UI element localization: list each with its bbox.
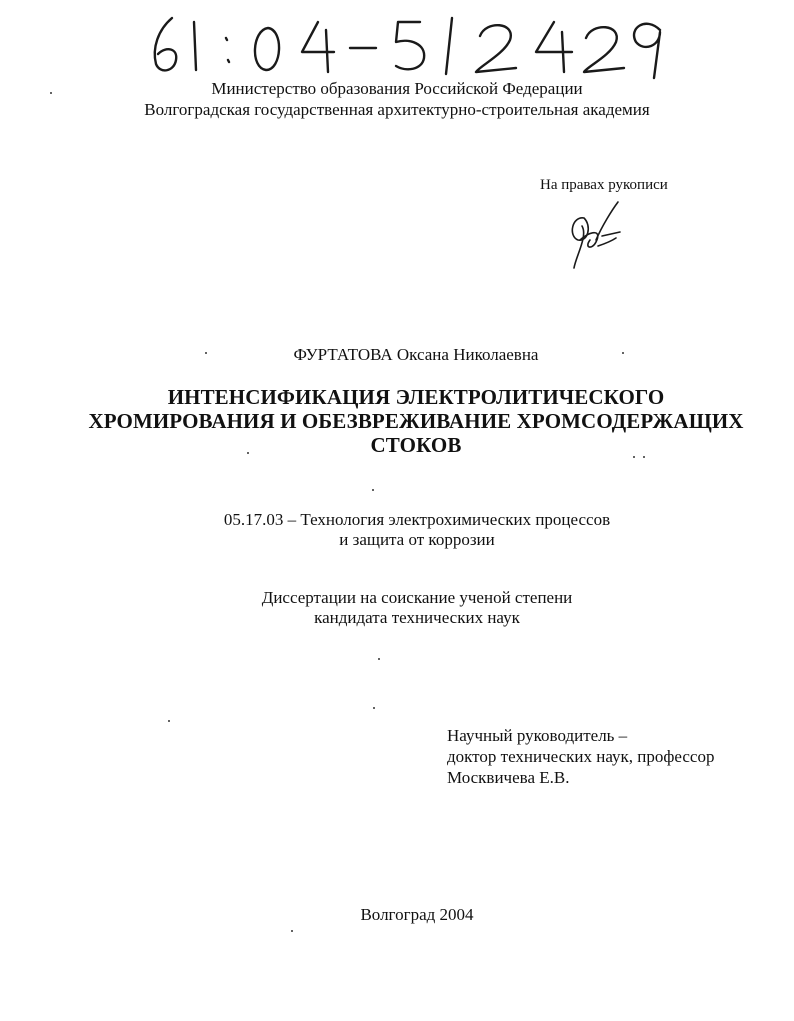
degree-line-2: кандидата технических наук: [314, 608, 520, 627]
scan-speck: [247, 452, 249, 454]
scan-speck: [633, 456, 635, 458]
scan-speck: [291, 930, 293, 932]
degree-line-1: Диссертации на соискание ученой степени: [261, 588, 573, 607]
dissertation-title: [0, 385, 794, 457]
handwritten-archive-number: [140, 8, 670, 80]
specialty-line-2: и защита от коррозии: [339, 530, 495, 549]
specialty-code: [40, 510, 794, 550]
degree-statement: [40, 588, 794, 628]
scan-speck: [168, 720, 170, 722]
supervisor-line-2: доктор технических наук, профессор: [447, 747, 715, 766]
scan-speck: [205, 352, 207, 354]
scan-speck: [378, 658, 380, 660]
handwritten-signature: [562, 196, 626, 272]
scientific-supervisor: [447, 725, 714, 788]
scan-speck: [373, 707, 375, 709]
title-line-3: СТОКОВ: [370, 433, 462, 457]
ministry-name: Министерство образования Российской Федерации: [211, 79, 583, 98]
scan-speck: [50, 92, 52, 94]
supervisor-line-3: Москвичева Е.В.: [447, 768, 570, 787]
scan-speck: [643, 456, 645, 458]
manuscript-rights-note: На правах рукописи: [540, 177, 668, 193]
title-line-2: ХРОМИРОВАНИЯ И ОБЕЗВРЕЖИВАНИЕ ХРОМСОДЕРЖАЩИХ: [88, 409, 744, 433]
author-name: ФУРТАТОВА Оксана Николаевна: [293, 345, 539, 364]
title-line-1: ИНТЕНСИФИКАЦИЯ ЭЛЕКТРОЛИТИЧЕСКОГО: [167, 385, 665, 409]
city-year: Волгоград 2004: [360, 905, 474, 924]
scan-speck: [372, 489, 374, 491]
academy-name: Волгоградская государственная архитектурно-строительная академия: [144, 100, 650, 119]
scan-speck: [622, 352, 624, 354]
supervisor-line-1: Научный руководитель –: [447, 726, 628, 745]
specialty-line-1: 05.17.03 – Технология электрохимических процессов: [223, 510, 611, 529]
